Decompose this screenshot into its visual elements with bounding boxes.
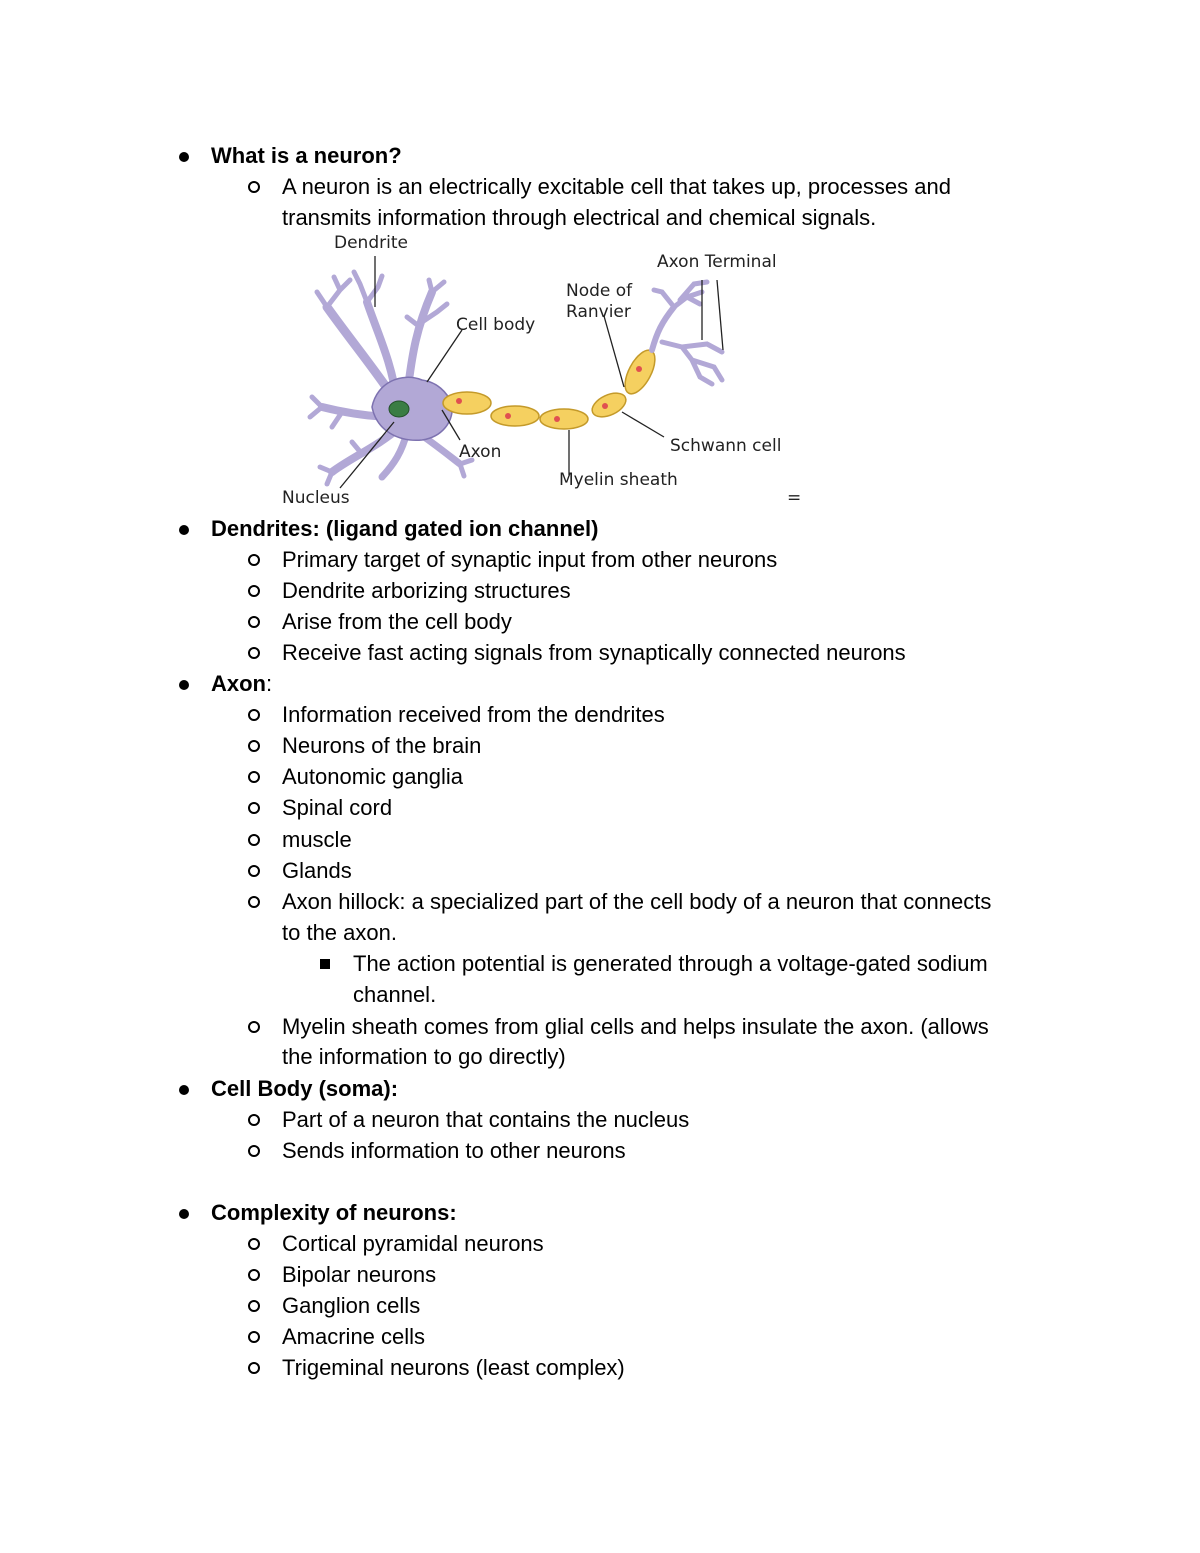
bullet-circle — [248, 802, 260, 814]
action-potential-line2: channel. — [353, 982, 437, 1007]
heading-axon — [211, 668, 272, 699]
axon-hillock-line2: to the axon. — [282, 920, 397, 945]
list-item: Information received from the dendrites — [282, 702, 665, 727]
list-item: Receive fast acting signals from synaptically connected neurons — [282, 640, 906, 665]
list-item: Glands — [282, 858, 352, 883]
bullet-circle — [248, 709, 260, 721]
list-item: Neurons of the brain — [282, 733, 482, 758]
list-item: Bipolar neurons — [282, 1262, 437, 1287]
bullet-circle — [248, 616, 260, 628]
bullet-circle — [248, 1021, 260, 1033]
list-item: Cortical pyramidal neurons — [282, 1231, 544, 1256]
bullet-circle — [248, 181, 260, 193]
heading-cell-body: Cell Body (soma): — [211, 1076, 399, 1101]
list-item: Amacrine cells — [282, 1324, 426, 1349]
list-item: Arise from the cell body — [282, 609, 512, 634]
action-potential-line1: The action potential is generated through a voltage-gated sodium — [353, 951, 988, 976]
bullet-circle — [248, 1362, 260, 1374]
neuron-definition-line1: A neuron is an electrically excitable cell that takes up, processes and — [282, 174, 951, 199]
list-item: Spinal cord — [282, 795, 393, 820]
bullet-dot — [179, 525, 189, 535]
label-axon: Axon — [459, 442, 502, 462]
heading-axon-text: Axon — [211, 671, 266, 696]
list-item: Dendrite arborizing structures — [282, 578, 571, 603]
list-item: Sends information to other neurons — [282, 1138, 626, 1163]
bullet-square — [320, 959, 330, 969]
bullet-circle — [248, 554, 260, 566]
heading-complexity: Complexity of neurons: — [211, 1200, 457, 1225]
bullet-circle — [248, 865, 260, 877]
bullet-dot — [179, 152, 189, 162]
label-axon-terminal: Axon Terminal — [657, 252, 777, 272]
heading-what-is-neuron: What is a neuron? — [211, 143, 402, 168]
bullet-circle — [248, 834, 260, 846]
bullet-circle — [248, 1238, 260, 1250]
list-item: Primary target of synaptic input from other neurons — [282, 547, 778, 572]
label-schwann-cell: Schwann cell — [670, 436, 782, 456]
label-cell-body: Cell body — [456, 315, 536, 335]
bullet-dot — [179, 680, 189, 690]
bullet-circle — [248, 771, 260, 783]
bullet-circle — [248, 740, 260, 752]
bullet-circle — [248, 1300, 260, 1312]
nucleus-shape — [389, 401, 409, 417]
neuron-definition-line2: transmits information through electrical and chemical signals. — [282, 205, 877, 230]
label-node-of: Node of — [566, 281, 633, 301]
equals-sign: = — [787, 488, 802, 506]
cell-body-shape — [372, 377, 452, 440]
bullet-dot — [179, 1085, 189, 1095]
bullet-circle — [248, 1114, 260, 1126]
bullet-dot — [179, 1209, 189, 1219]
neuron-diagram — [282, 232, 802, 506]
label-dendrite: Dendrite — [334, 233, 408, 253]
myelin-line1: Myelin sheath comes from glial cells and helps insulate the axon. (allows — [282, 1014, 989, 1039]
bullet-circle — [248, 896, 260, 908]
heading-axon-colon: : — [266, 671, 273, 696]
bullet-circle — [248, 585, 260, 597]
label-ranvier: Ranvier — [566, 302, 631, 322]
label-myelin-sheath: Myelin sheath — [559, 470, 678, 490]
axon-terminal-shape — [652, 282, 722, 384]
label-nucleus: Nucleus — [282, 488, 350, 506]
bullet-circle — [248, 1145, 260, 1157]
myelin-line2: the information to go directly) — [282, 1044, 566, 1069]
axon-hillock-line1: Axon hillock: a specialized part of the cell body of a neuron that connects — [282, 889, 992, 914]
dendrites-shape — [310, 272, 472, 484]
myelin-sheath-shape — [443, 346, 661, 429]
list-item: muscle — [282, 827, 352, 852]
list-item: Part of a neuron that contains the nucleus — [282, 1107, 690, 1132]
list-item: Autonomic ganglia — [282, 764, 464, 789]
bullet-circle — [248, 647, 260, 659]
list-item: Trigeminal neurons (least complex) — [282, 1355, 625, 1380]
heading-dendrites: Dendrites: (ligand gated ion channel) — [211, 516, 599, 541]
list-item: Ganglion cells — [282, 1293, 421, 1318]
bullet-circle — [248, 1331, 260, 1343]
bullet-circle — [248, 1269, 260, 1281]
